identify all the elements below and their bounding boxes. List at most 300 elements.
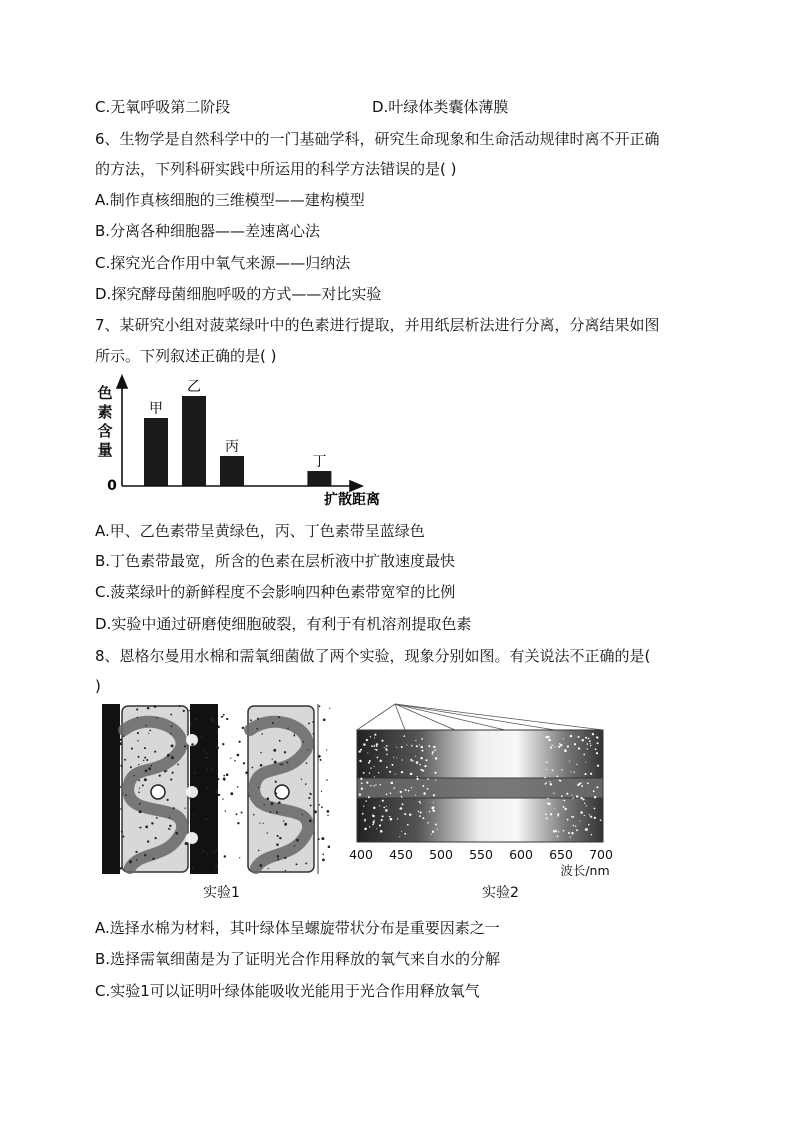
bacteria-dot <box>427 778 429 780</box>
bacteria-dot <box>433 802 434 803</box>
bacteria-dot <box>277 835 279 837</box>
q8-option-c: C.实验1可以证明叶绿体能吸收光能用于光合作用释放氧气 <box>95 982 480 1000</box>
bacteria-dot <box>410 759 412 761</box>
bacteria-dot <box>130 766 132 768</box>
bacteria-dot <box>139 810 142 813</box>
bacteria-dot <box>437 829 438 830</box>
bacteria-dot <box>171 744 174 747</box>
bacteria-dot <box>310 805 312 807</box>
bacteria-dot <box>203 845 204 846</box>
bacteria-dot <box>284 823 287 826</box>
bacteria-dot <box>561 795 563 797</box>
bacteria-dot <box>120 765 122 767</box>
experiment2-spectrum-figure <box>345 700 620 878</box>
bacteria-dot <box>273 749 276 752</box>
bacteria-dot <box>376 749 378 751</box>
bacteria-dot <box>129 860 132 863</box>
bacteria-dot <box>156 717 158 719</box>
bacteria-dot <box>366 739 368 741</box>
bacteria-dot <box>119 742 122 745</box>
bacteria-dot <box>421 769 423 771</box>
bacteria-dot <box>146 759 148 761</box>
bacteria-dot <box>374 820 375 821</box>
bacteria-dot <box>373 822 375 824</box>
bacteria-dot <box>308 797 310 799</box>
bacteria-dot <box>546 769 547 770</box>
bacteria-dot <box>401 796 402 797</box>
bacteria-dot <box>410 760 411 761</box>
bacteria-dot <box>567 746 569 748</box>
bacteria-dot <box>258 787 259 788</box>
bacteria-dot <box>401 831 402 832</box>
bacteria-dot <box>547 798 548 799</box>
bacteria-dot <box>570 836 571 837</box>
q8-option-b: B.选择需氧细菌是为了证明光合作用释放的氧气来自水的分解 <box>95 950 501 968</box>
bacteria-dot <box>435 757 437 759</box>
bacteria-dot <box>591 834 592 835</box>
bacteria-dot <box>223 775 225 777</box>
bacteria-dot <box>596 736 598 738</box>
bacteria-dot <box>189 710 190 711</box>
bacteria-dot <box>260 764 263 767</box>
bacteria-dot <box>571 795 572 796</box>
bacteria-dot <box>279 740 281 742</box>
bacteria-dot <box>222 798 223 799</box>
q7-option-d: D.实验中通过研磨使细胞破裂，有利于有机溶剂提取色素 <box>95 615 472 633</box>
bacteria-dot <box>386 749 388 751</box>
bacteria-dot <box>287 728 288 729</box>
wavelength-tick: 400 <box>349 847 373 862</box>
bacteria-dot <box>418 811 419 812</box>
bacteria-dot <box>364 828 367 831</box>
bacteria-dot <box>280 763 282 765</box>
bacteria-dot <box>386 745 388 747</box>
bacteria-dot <box>230 758 231 759</box>
bacteria-dot <box>206 787 208 789</box>
bacteria-dot <box>169 817 170 818</box>
bacteria-dot <box>310 793 312 795</box>
bacteria-dot <box>550 783 552 785</box>
bacteria-dot <box>374 766 375 767</box>
bacteria-dot <box>237 822 239 824</box>
bacteria-dot <box>372 815 373 816</box>
bacteria-dot <box>378 772 379 773</box>
bacteria-dot <box>312 721 314 723</box>
q6-option-d: D.探究酵母菌细胞呼吸的方式——对比实验 <box>95 285 382 303</box>
bacteria-dot <box>383 807 385 809</box>
bacteria-dot <box>377 757 379 759</box>
bacteria-dot <box>435 772 437 774</box>
bacteria-dot <box>431 834 432 835</box>
bacteria-dot <box>217 725 220 728</box>
bacteria-dot <box>374 776 375 777</box>
bacteria-dot <box>205 757 208 760</box>
bacteria-dot <box>363 743 365 745</box>
bacteria-dot <box>427 822 429 824</box>
bacteria-dot <box>588 738 589 739</box>
bacteria-dot <box>589 814 590 815</box>
bacteria-dot <box>548 803 551 806</box>
bacteria-dot <box>552 770 554 772</box>
bacteria-dot <box>119 786 121 788</box>
bacteria-dot <box>590 743 591 744</box>
bacteria-dot <box>594 817 596 819</box>
bacteria-dot <box>276 811 278 813</box>
wavelength-tick: 550 <box>469 847 493 862</box>
bacteria-dot <box>278 716 280 718</box>
bacteria-dot <box>546 817 548 819</box>
bacteria-dot <box>422 817 424 819</box>
bacteria-dot <box>419 815 421 817</box>
bacteria-dot <box>563 800 565 802</box>
pigment-bar-chart <box>90 372 400 512</box>
bacteria-dot <box>135 851 137 853</box>
bacteria-dot <box>359 750 361 752</box>
bacteria-dot <box>386 767 388 769</box>
wavelength-tick: 450 <box>389 847 413 862</box>
bacteria-dot <box>574 743 576 745</box>
bacteria-dot <box>405 789 407 791</box>
bacteria-dot <box>415 740 416 741</box>
bacteria-dot <box>573 825 575 827</box>
bacteria-dot <box>389 771 391 773</box>
bacteria-dot <box>432 751 434 753</box>
bacteria-dot <box>396 747 397 748</box>
bacteria-dot <box>215 865 218 868</box>
bacteria-dot <box>411 745 413 747</box>
bacteria-dot <box>296 863 298 865</box>
bacteria-dot <box>120 867 122 869</box>
bacteria-dot <box>580 782 582 784</box>
bacteria-dot <box>278 801 281 804</box>
bacteria-dot <box>374 737 375 738</box>
bacteria-dot <box>152 858 154 860</box>
bacteria-dot <box>432 809 435 812</box>
bacteria-dot <box>420 803 421 804</box>
bacteria-dot <box>544 783 546 785</box>
bacteria-dot <box>583 754 585 756</box>
q7-stem-line1: 7、某研究小组对菠菜绿叶中的色素进行提取，并用纸层析法进行分离，分离结果如图 <box>95 316 660 334</box>
bacteria-dot <box>215 790 218 793</box>
bacteria-dot <box>148 733 149 734</box>
bacteria-dot <box>376 828 377 829</box>
bacteria-dot <box>243 762 245 764</box>
bacteria-dot <box>364 819 366 821</box>
bacteria-dot <box>305 862 307 864</box>
bacteria-dot <box>234 760 235 761</box>
q7-option-b: B.丁色素带最宽，所含的色素在层析液中扩散速度最快 <box>95 552 456 570</box>
bacteria-dot <box>257 718 259 720</box>
chart-ylabel-char: 含 <box>97 422 113 440</box>
bacteria-dot <box>371 745 373 747</box>
bacteria-dot <box>170 714 172 716</box>
bar-甲 <box>144 418 168 486</box>
bacteria-dot <box>587 782 589 784</box>
bacteria-dot <box>546 761 548 763</box>
bacteria-dot <box>306 762 308 764</box>
bacteria-dot <box>121 830 123 832</box>
bacteria-dot <box>366 781 368 783</box>
bacteria-dot <box>272 722 274 724</box>
bacteria-dot <box>239 857 240 858</box>
bacteria-dot <box>376 743 378 745</box>
bacteria-dot <box>435 823 437 825</box>
bacteria-dot <box>284 751 286 753</box>
bacteria-dot <box>420 757 422 759</box>
bacteria-dot <box>594 808 596 810</box>
bacteria-dot <box>201 735 203 737</box>
bacteria-dot <box>245 771 248 774</box>
bacteria-dot <box>404 833 406 835</box>
bacteria-dot <box>147 840 149 842</box>
bar-丁 <box>307 471 331 486</box>
bacteria-dot <box>432 753 433 754</box>
bacteria-dot <box>230 792 233 795</box>
bacteria-dot <box>173 807 175 809</box>
bacteria-dot <box>241 812 243 814</box>
bacteria-dot <box>415 756 416 757</box>
bacteria-dot <box>585 762 586 763</box>
bacteria-dot <box>570 735 572 737</box>
bacteria-dot <box>305 783 307 785</box>
bacteria-dot <box>597 765 599 767</box>
bacteria-dot <box>579 821 580 822</box>
bacteria-dot <box>313 733 315 735</box>
bacteria-dot <box>308 722 310 724</box>
bacteria-dot <box>360 749 362 751</box>
bacteria-dot <box>214 720 215 721</box>
bacteria-dot <box>216 731 218 733</box>
bacteria-dot <box>584 815 585 816</box>
bacteria-dot <box>326 749 327 750</box>
bacteria-dot <box>374 734 376 736</box>
q7-option-c: C.菠菜绿叶的新鲜程度不会影响四种色素带宽窄的比例 <box>95 583 456 601</box>
bacteria-dot <box>259 822 260 823</box>
bacteria-dot <box>568 832 570 834</box>
bacteria-dot <box>435 749 436 750</box>
bacteria-dot <box>581 739 583 741</box>
bacteria-dot <box>584 803 585 804</box>
bacteria-dot <box>134 775 135 776</box>
bacteria-dot <box>144 778 147 781</box>
bacteria-dot <box>253 814 255 816</box>
bacteria-dot <box>211 717 214 720</box>
bacteria-dot <box>266 797 269 800</box>
bacteria-dot <box>360 778 362 780</box>
bacteria-dot <box>429 811 430 812</box>
bacteria-dot <box>159 775 161 777</box>
chart-ylabel-char: 色 <box>97 384 113 402</box>
bacteria-dot <box>557 815 559 817</box>
bacteria-dot <box>419 764 421 766</box>
bacteria-dot <box>590 745 591 746</box>
bacteria-dot <box>424 765 426 767</box>
bacteria-dot <box>125 794 127 796</box>
bacteria-dot <box>433 746 435 748</box>
bacteria-dot <box>193 814 195 816</box>
bacteria-dot <box>420 811 422 813</box>
bacteria-dot <box>597 742 599 744</box>
bacteria-dot <box>385 809 388 812</box>
bacteria-dot <box>169 825 171 827</box>
bacteria-dot <box>362 813 364 815</box>
bacteria-dot <box>545 813 547 815</box>
experiment1-spirogyra-figure <box>100 700 340 878</box>
bacteria-dot <box>380 830 383 833</box>
bacteria-dot <box>572 816 574 818</box>
experiment2-caption: 实验2 <box>482 885 519 901</box>
bar-label-甲: 甲 <box>149 401 163 417</box>
bacteria-dot <box>421 738 423 740</box>
bacteria-dot <box>328 846 331 849</box>
bacteria-dot <box>401 746 403 748</box>
bacteria-dot <box>154 751 156 753</box>
bacteria-dot <box>576 829 578 831</box>
bacteria-dot <box>221 716 222 717</box>
bacteria-dot <box>560 780 562 782</box>
bacteria-dot <box>587 748 588 749</box>
bacteria-dot <box>594 796 596 798</box>
q8-stem-line1: 8、恩格尔曼用水棉和需氧细菌做了两个实验，现象分别如图。有关说法不正确的是( <box>95 647 651 665</box>
bacteria-dot <box>319 804 320 805</box>
bacteria-dot <box>123 735 125 737</box>
bacteria-dot <box>389 816 390 817</box>
bacteria-dot <box>194 772 196 774</box>
bacteria-dot <box>554 746 555 747</box>
bacteria-dot <box>190 722 192 724</box>
bacteria-dot <box>294 845 295 846</box>
bar-label-丙: 丙 <box>225 439 239 455</box>
bacteria-dot <box>415 795 416 796</box>
q5-option-d: D.叶绿体类囊体薄膜 <box>372 98 509 116</box>
q5-option-c: C.无氧呼吸第二阶段 <box>95 98 231 116</box>
bacteria-dot <box>156 817 158 819</box>
bacteria-dot <box>399 836 400 837</box>
bacteria-dot <box>416 745 418 747</box>
bacteria-dot <box>314 810 317 813</box>
bacteria-dot <box>590 773 592 775</box>
bacteria-dot <box>226 773 229 776</box>
x-axis-arrow <box>350 481 362 491</box>
bacteria-dot <box>379 824 381 826</box>
bacteria-dot <box>148 767 151 770</box>
bacteria-dot <box>569 761 570 762</box>
q6-option-b: B.分离各种细胞器——差速离心法 <box>95 222 321 240</box>
bacteria-dot <box>294 733 295 734</box>
bacteria-dot <box>145 725 147 727</box>
bacteria-dot <box>556 776 558 778</box>
bacteria-dot <box>578 736 580 738</box>
bacteria-dot <box>318 838 320 840</box>
bacteria-dot <box>372 824 374 826</box>
wavelength-tick: 500 <box>429 847 453 862</box>
bacteria-dot <box>222 743 224 745</box>
bacteria-dot <box>422 750 424 752</box>
bacteria-dot <box>428 745 430 747</box>
bacteria-dot <box>381 819 383 821</box>
bacteria-dot <box>416 761 419 764</box>
bacteria-dot <box>374 749 375 750</box>
experiment1-caption: 实验1 <box>203 885 240 901</box>
wavelength-tick: 600 <box>509 847 533 862</box>
bacteria-dot <box>566 793 568 795</box>
bacteria-dot <box>573 772 574 773</box>
bacteria-dot <box>177 764 179 766</box>
bacteria-dot <box>293 735 295 737</box>
bacteria-dot <box>549 739 551 741</box>
bacteria-dot <box>281 763 283 765</box>
bacteria-dot <box>391 782 394 785</box>
bacteria-dot <box>252 767 254 769</box>
bacteria-dot <box>390 792 392 794</box>
bacteria-dot <box>586 828 588 830</box>
bacteria-dot <box>571 832 573 834</box>
bacteria-dot <box>139 787 140 788</box>
bacteria-dot <box>432 807 435 810</box>
bacteria-dot <box>131 748 133 750</box>
bacteria-dot <box>370 736 371 737</box>
bacteria-dot <box>321 791 322 792</box>
bacteria-dot <box>386 754 388 756</box>
bacteria-dot <box>592 733 594 735</box>
bacteria-dot <box>422 770 424 772</box>
bacteria-dot <box>322 853 324 855</box>
bacteria-dot <box>223 779 225 781</box>
bacteria-dot <box>549 781 550 782</box>
bacteria-dot <box>382 815 384 817</box>
bacteria-dot <box>216 849 217 850</box>
bacteria-dot <box>264 804 265 805</box>
bacteria-dot <box>577 784 579 786</box>
bacteria-dot <box>361 782 363 784</box>
bacteria-dot <box>179 705 181 707</box>
bacteria-dot <box>558 831 559 832</box>
bacteria-dot <box>573 798 574 799</box>
bacteria-dot <box>202 850 205 853</box>
bacteria-dot <box>191 743 194 746</box>
bacteria-dot <box>150 765 152 767</box>
bacteria-dot <box>361 788 363 790</box>
bacteria-dot <box>120 808 121 809</box>
bacteria-dot <box>145 769 148 772</box>
bacteria-dot <box>403 735 405 737</box>
bacteria-dot <box>391 764 393 766</box>
bacteria-dot <box>144 747 146 749</box>
bacteria-dot <box>554 808 555 809</box>
bacteria-dot <box>376 746 377 747</box>
bacteria-dot <box>589 740 591 742</box>
bacteria-dot <box>587 743 589 745</box>
bacteria-dot <box>359 760 361 762</box>
bacteria-dot <box>171 756 174 759</box>
bacteria-dot <box>553 793 554 794</box>
bacteria-dot <box>423 792 426 795</box>
bacteria-dot <box>550 813 552 815</box>
bacteria-dot <box>267 832 268 833</box>
bacteria-dot <box>386 806 387 807</box>
bacteria-dot <box>586 805 587 806</box>
bacteria-dot <box>544 777 546 779</box>
chart-origin-label: 0 <box>107 478 117 494</box>
bacteria-dot <box>242 727 244 729</box>
bacteria-dot <box>279 837 281 839</box>
bacteria-dot <box>546 782 547 783</box>
bacteria-dot <box>170 779 172 781</box>
bacteria-dot <box>202 750 204 752</box>
bacteria-dot <box>136 708 138 710</box>
bacteria-dot <box>321 837 324 840</box>
bacteria-dot <box>419 744 420 745</box>
